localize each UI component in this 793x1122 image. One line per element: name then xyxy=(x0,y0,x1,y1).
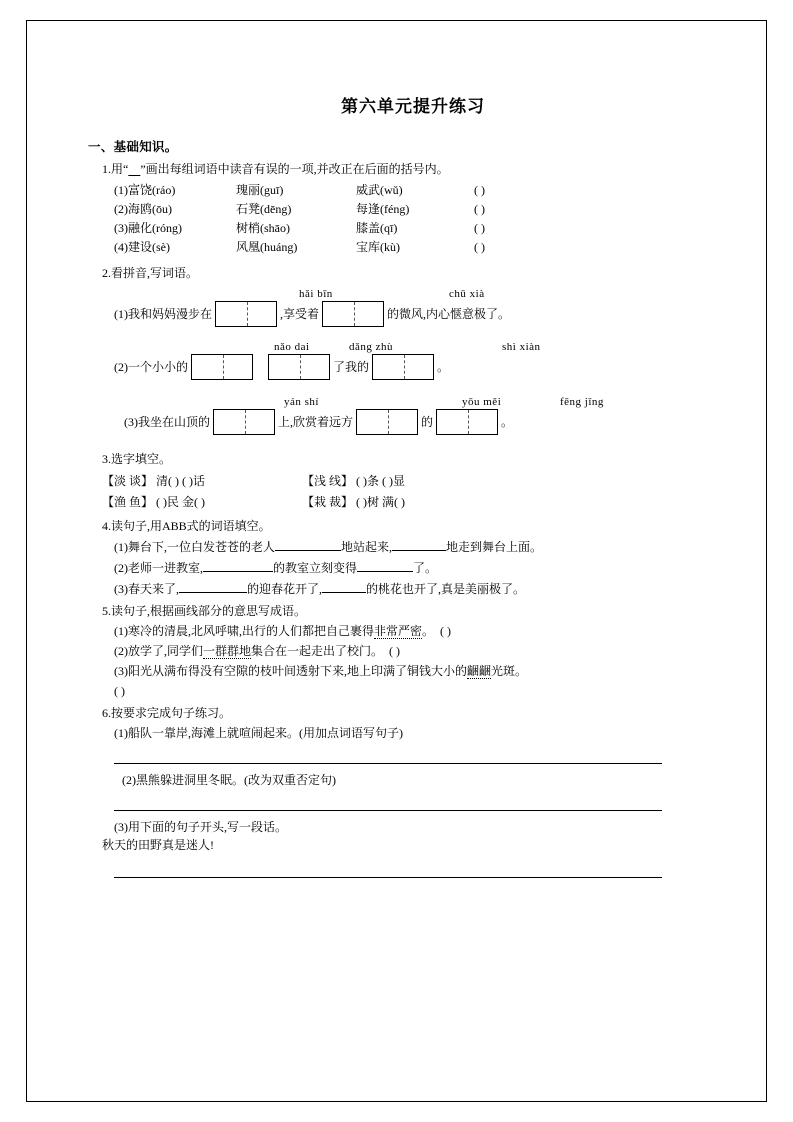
q4-blank-2[interactable] xyxy=(357,559,413,572)
q4-item xyxy=(88,538,708,556)
q6-item-no: (2) xyxy=(122,773,136,787)
q2-row-1 xyxy=(88,286,708,327)
page-title: 第六单元提升练习 xyxy=(341,97,485,116)
q4-item-text-c: 地走到舞台上面。 xyxy=(446,540,543,554)
q2-row-3-text-1: 我坐在山顶的 xyxy=(138,415,211,429)
q2-row-2-text-2: 了我的 xyxy=(333,360,370,374)
q4-item-text-a: 春天来了, xyxy=(128,582,180,596)
q1-word-1: 融化(róng) xyxy=(128,221,182,235)
q3-bracket-1: 【淡 谈】 xyxy=(102,474,154,488)
q5-item-post: 集合在一起走出了校门。 xyxy=(251,644,384,658)
pinyin-youmei: yōu měi xyxy=(462,396,502,408)
q5-item xyxy=(88,643,708,660)
pinyin-naodai: nǎo dai xyxy=(274,341,310,353)
q1-word-1: 建设(sè) xyxy=(128,240,170,254)
q6-item-3 xyxy=(88,819,708,836)
pinyin-fengjing: fēng jǐng xyxy=(560,396,604,408)
q1-row xyxy=(88,238,708,257)
question-2-prompt: 2.看拼音,写词语。 xyxy=(102,266,199,280)
q4-item-text-b: 的教室立刻变得 xyxy=(273,561,358,575)
q5-item-no: (2) xyxy=(114,644,128,658)
question-1-prompt xyxy=(88,161,708,178)
q1-word-3: 膝盖(qī) xyxy=(356,221,398,235)
pinyin-dangzhu: dǎng zhù xyxy=(349,341,394,353)
q3-item-1[interactable]: 清( ) xyxy=(156,474,180,488)
q1-row xyxy=(88,181,708,200)
q5-item-pre: 阳光从满布得没有空隙的枝叶间透射下来,地上印满了铜钱大小的 xyxy=(128,664,468,678)
q2-answer-boxes-chuxia[interactable] xyxy=(322,301,384,327)
q5-answer-paren[interactable]: ( ) xyxy=(389,644,401,658)
q2-answer-boxes-youmei[interactable] xyxy=(356,409,418,435)
q4-item-text-a: 老师一进教室, xyxy=(128,561,204,575)
pinyin-shixian: shì xiàn xyxy=(502,341,541,353)
q5-marked-phrase: 非常严密 xyxy=(374,624,423,638)
q2-answer-boxes-yanshi[interactable] xyxy=(213,409,275,435)
q1-row-no: (1) xyxy=(114,183,128,197)
q5-item-no: (1) xyxy=(114,624,128,638)
q6-item-text: 船队一靠岸,海滩上就喧闹起来。(用加点词语写句子) xyxy=(128,726,403,740)
q4-item-text-a: 舞台下,一位白发苍苍的老人 xyxy=(128,540,276,554)
q2-answer-boxes-naodai[interactable] xyxy=(191,354,253,380)
q5-marked-phrase: 齫齫 xyxy=(467,664,492,678)
q3-row xyxy=(88,471,708,492)
q1-word-2: 风凰(huáng) xyxy=(236,240,298,254)
q6-item-1 xyxy=(88,725,708,742)
q2-row-3-pinyin xyxy=(124,394,708,409)
q6-item-no: (1) xyxy=(114,726,128,740)
q4-blank-1[interactable] xyxy=(203,559,273,572)
q2-row-3-text-4: 。 xyxy=(501,415,514,429)
q2-row-2-pinyin xyxy=(114,339,708,354)
q2-row-2-text-1: 一个小小的 xyxy=(128,360,189,374)
q2-answer-boxes-dangzhu[interactable] xyxy=(268,354,330,380)
q1-row xyxy=(88,219,708,238)
question-3-prompt: 3.选字填空。 xyxy=(102,452,172,466)
q5-item-no: (3) xyxy=(114,664,128,678)
q3-item-1[interactable]: ( )民 xyxy=(156,495,180,509)
pinyin-yanshi: yán shí xyxy=(284,396,319,408)
q1-row xyxy=(88,200,708,219)
q1-word-2: 瑰丽(guī) xyxy=(236,183,284,197)
q2-row-3-text-3: 的 xyxy=(421,415,434,429)
q6-item-2 xyxy=(88,772,708,789)
q4-item xyxy=(88,580,708,598)
q2-row-2 xyxy=(88,339,708,380)
q4-item-no: (1) xyxy=(114,540,128,554)
q3-item-3[interactable]: ( )树 xyxy=(356,495,380,509)
q1-row-no: (2) xyxy=(114,202,128,216)
pinyin-chuxia: chū xià xyxy=(449,288,485,300)
q1-answer-paren[interactable]: ( ) xyxy=(474,202,485,216)
q3-item-3[interactable]: ( )条 xyxy=(356,474,380,488)
q4-blank-1[interactable] xyxy=(275,538,341,551)
document-content xyxy=(88,92,708,878)
q3-bracket-1: 【渔 鱼】 xyxy=(102,495,154,509)
pinyin-haibin: hǎi bīn xyxy=(299,288,333,300)
question-5-prompt: 5.读句子,根据画线部分的意思写成语。 xyxy=(102,604,307,618)
q5-item-post: 。 xyxy=(422,624,435,638)
q2-row-3 xyxy=(88,394,708,435)
q1-word-3: 宝库(kù) xyxy=(356,240,400,254)
q3-row xyxy=(88,492,708,513)
q1-answer-paren[interactable]: ( ) xyxy=(474,183,485,197)
q5-item xyxy=(88,623,708,640)
q4-blank-2[interactable] xyxy=(392,538,446,551)
question-6-prompt: 6.按要求完成句子练习。 xyxy=(102,706,232,720)
q1-prompt-post: ”画出每组词语中读音有误的一项,并改正在后面的括号内。 xyxy=(140,162,449,176)
q6-answer-line-3[interactable] xyxy=(114,876,662,878)
q2-row-2-no: (2) xyxy=(114,360,128,374)
q6-answer-line-2[interactable] xyxy=(114,809,662,811)
q3-item-4[interactable]: ( )显 xyxy=(382,474,406,488)
q6-start-sentence: 秋天的田野真是迷人! xyxy=(102,838,214,852)
q4-item-no: (3) xyxy=(114,582,128,596)
q2-row-3-no: (3) xyxy=(124,415,138,429)
q1-prompt-pre: 1.用“ xyxy=(102,162,129,176)
q2-row-1-text-1: 我和妈妈漫步在 xyxy=(128,307,213,321)
q1-row-no: (3) xyxy=(114,221,128,235)
q2-answer-boxes-haibin[interactable] xyxy=(215,301,277,327)
q3-item-4[interactable]: 满( ) xyxy=(382,495,406,509)
q1-word-3: 每逢(féng) xyxy=(356,202,410,216)
q4-item xyxy=(88,559,708,577)
q5-item-post: 光斑。 xyxy=(491,664,528,678)
q5-answer-paren[interactable]: ( ) xyxy=(440,624,452,638)
q5-item-pre: 寒冷的清晨,北风呼啸,出行的人们都把自己裹得 xyxy=(128,624,375,638)
q6-item-text: 用下面的句子开头,写一段话。 xyxy=(128,820,288,834)
q4-blank-2[interactable] xyxy=(322,580,366,593)
q4-item-no: (2) xyxy=(114,561,128,575)
q4-blank-1[interactable] xyxy=(179,580,247,593)
q1-underline-mark xyxy=(128,162,140,176)
section-heading: 一、基础知识。 xyxy=(88,140,178,154)
q1-answer-paren[interactable]: ( ) xyxy=(474,240,485,254)
q1-word-1: 海鸥(ōu) xyxy=(128,202,172,216)
q4-item-text-b: 的迎春花开了, xyxy=(247,582,323,596)
q3-item-2[interactable]: ( )话 xyxy=(182,474,206,488)
q5-marked-phrase: 一群群地 xyxy=(203,644,252,658)
q3-bracket-2: 【栽 裁】 xyxy=(302,495,354,509)
q5-item xyxy=(88,663,708,680)
q2-row-2-text-3: 。 xyxy=(437,360,450,374)
q2-row-1-pinyin xyxy=(114,286,708,301)
q4-item-text-c: 了。 xyxy=(413,561,438,575)
q4-item-text-c: 的桃花也开了,真是美丽极了。 xyxy=(366,582,526,596)
q6-item-no: (3) xyxy=(114,820,128,834)
q1-answer-paren[interactable]: ( ) xyxy=(474,221,485,235)
q2-answer-boxes-shixian[interactable] xyxy=(372,354,434,380)
q4-item-text-b: 地站起来, xyxy=(341,540,393,554)
q6-item-3-start xyxy=(88,837,708,854)
q1-word-2: 树梢(shāo) xyxy=(236,221,290,235)
q1-row-no: (4) xyxy=(114,240,128,254)
q5-item-3-paren[interactable]: ( ) xyxy=(114,684,125,698)
q2-row-3-text-2: 上,欣赏着远方 xyxy=(278,415,354,429)
q1-word-2: 石凳(dēng) xyxy=(236,202,292,216)
q5-item-pre: 放学了,同学们 xyxy=(128,644,204,658)
q3-bracket-2: 【浅 线】 xyxy=(302,474,354,488)
q6-item-text: 黑熊躲进洞里冬眠。(改为双重否定句) xyxy=(136,773,336,787)
q2-row-1-text-3: 的微风,内心惬意极了。 xyxy=(387,307,511,321)
q6-answer-line-1[interactable] xyxy=(114,762,662,764)
q2-answer-boxes-fengjing[interactable] xyxy=(436,409,498,435)
q3-item-2[interactable]: 金( ) xyxy=(182,495,206,509)
question-4-prompt: 4.读句子,用ABB式的词语填空。 xyxy=(102,519,271,533)
q2-row-1-text-2: ,享受着 xyxy=(280,307,320,321)
q1-word-1: 富饶(ráo) xyxy=(128,183,176,197)
q2-row-1-no: (1) xyxy=(114,307,128,321)
q1-word-3: 威武(wǔ) xyxy=(356,183,403,197)
